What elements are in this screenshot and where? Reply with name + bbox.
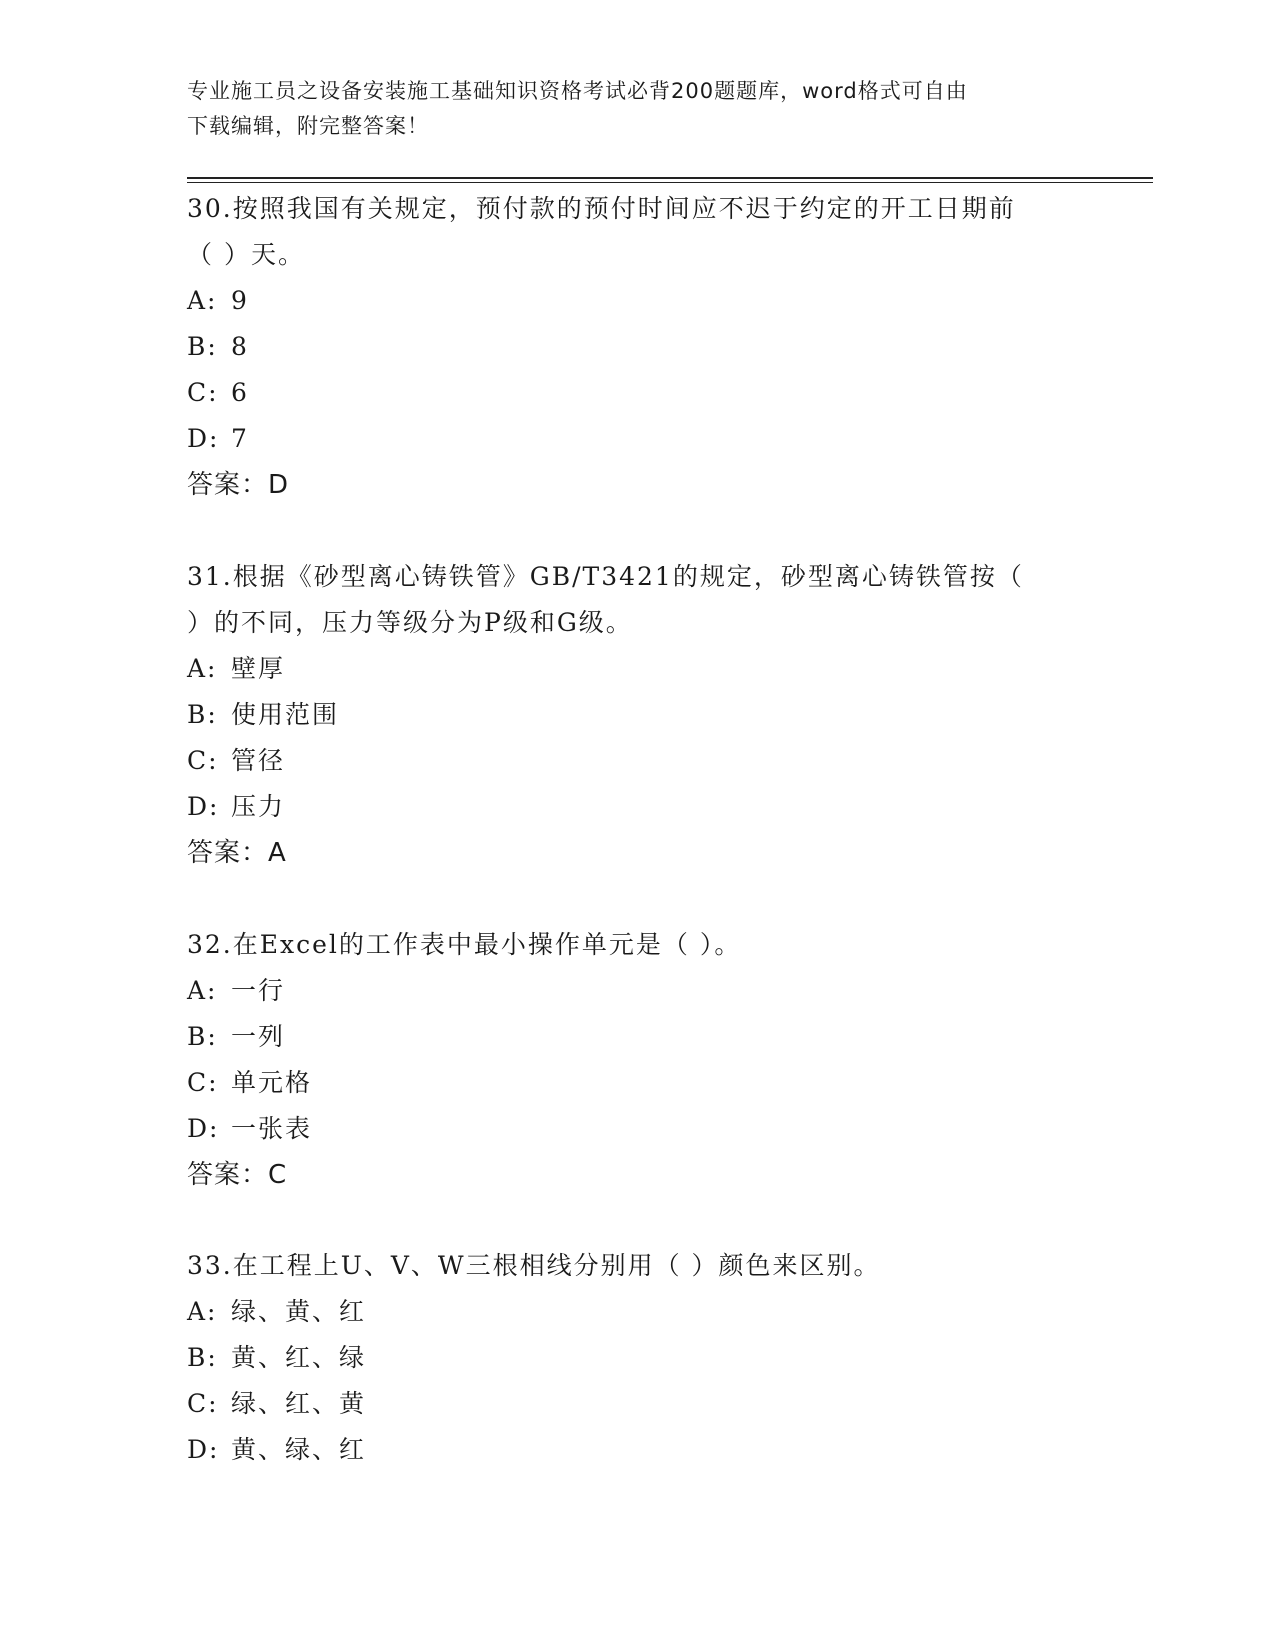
option-letter: D: <box>187 792 220 821</box>
question-stem-continued: （ ）天。 <box>187 240 305 269</box>
option-b <box>187 1014 1087 1060</box>
option-text: 黄、绿、红 <box>231 1435 367 1464</box>
option-letter: C: <box>187 1389 219 1418</box>
answer-label: 答案：D <box>187 470 290 500</box>
option-text: 壁厚 <box>231 654 286 683</box>
option-b <box>187 324 1087 370</box>
option-b <box>187 692 1087 738</box>
option-text: 一行 <box>231 976 286 1005</box>
option-a <box>187 278 1087 324</box>
option-letter: D: <box>187 1435 220 1464</box>
option-text: 一列 <box>231 1022 286 1051</box>
option-letter: B: <box>187 1022 218 1051</box>
question-stem-continued: ）的不同，压力等级分为P级和G级。 <box>187 608 633 637</box>
option-text: 9 <box>231 286 249 315</box>
option-a <box>187 646 1087 692</box>
question-33 <box>187 1243 1087 1473</box>
option-d <box>187 416 1087 462</box>
document-header <box>187 74 1087 144</box>
option-letter: D: <box>187 424 220 453</box>
question-31 <box>187 554 1087 876</box>
answer-label: 答案：C <box>187 1160 288 1190</box>
option-letter: D: <box>187 1114 220 1143</box>
option-text: 单元格 <box>231 1068 313 1097</box>
header-line-1: 专业施工员之设备安装施工基础知识资格考试必背200题题库，word格式可自由 <box>187 79 968 103</box>
question-30 <box>187 186 1087 508</box>
option-letter: A: <box>187 1297 218 1326</box>
answer-label: 答案：A <box>187 838 287 868</box>
option-text: 6 <box>231 378 249 407</box>
option-text: 使用范围 <box>231 700 340 729</box>
option-a <box>187 1289 1087 1335</box>
question-stem: 32.在Excel的工作表中最小操作单元是（ ）。 <box>187 930 742 959</box>
option-text: 管径 <box>231 746 286 775</box>
question-stem: 33.在工程上U、V、W三根相线分别用（ ）颜色来区别。 <box>187 1251 881 1280</box>
option-letter: B: <box>187 1343 218 1372</box>
option-text: 黄、红、绿 <box>231 1343 367 1372</box>
option-letter: C: <box>187 746 219 775</box>
question-stem: 31.根据《砂型离心铸铁管》GB/T3421的规定，砂型离心铸铁管按（ <box>187 562 1024 591</box>
option-b <box>187 1335 1087 1381</box>
option-text: 绿、红、黄 <box>231 1389 367 1418</box>
option-c <box>187 738 1087 784</box>
option-text: 7 <box>231 424 249 453</box>
option-letter: A: <box>187 286 218 315</box>
option-a <box>187 968 1087 1014</box>
option-letter: C: <box>187 1068 219 1097</box>
header-divider-thin <box>187 182 1153 183</box>
option-c <box>187 1060 1087 1106</box>
option-letter: B: <box>187 332 218 361</box>
question-32 <box>187 922 1087 1198</box>
option-text: 压力 <box>231 792 286 821</box>
header-divider-thick <box>187 177 1153 179</box>
option-text: 一张表 <box>231 1114 313 1143</box>
option-c <box>187 370 1087 416</box>
option-letter: A: <box>187 976 218 1005</box>
option-letter: C: <box>187 378 219 407</box>
option-d <box>187 784 1087 830</box>
option-text: 绿、黄、红 <box>231 1297 367 1326</box>
question-stem: 30.按照我国有关规定，预付款的预付时间应不迟于约定的开工日期前 <box>187 194 1016 223</box>
option-letter: A: <box>187 654 218 683</box>
header-line-2: 下载编辑，附完整答案！ <box>187 114 429 138</box>
option-text: 8 <box>231 332 249 361</box>
option-c <box>187 1381 1087 1427</box>
option-d <box>187 1106 1087 1152</box>
option-letter: B: <box>187 700 218 729</box>
option-d <box>187 1427 1087 1473</box>
